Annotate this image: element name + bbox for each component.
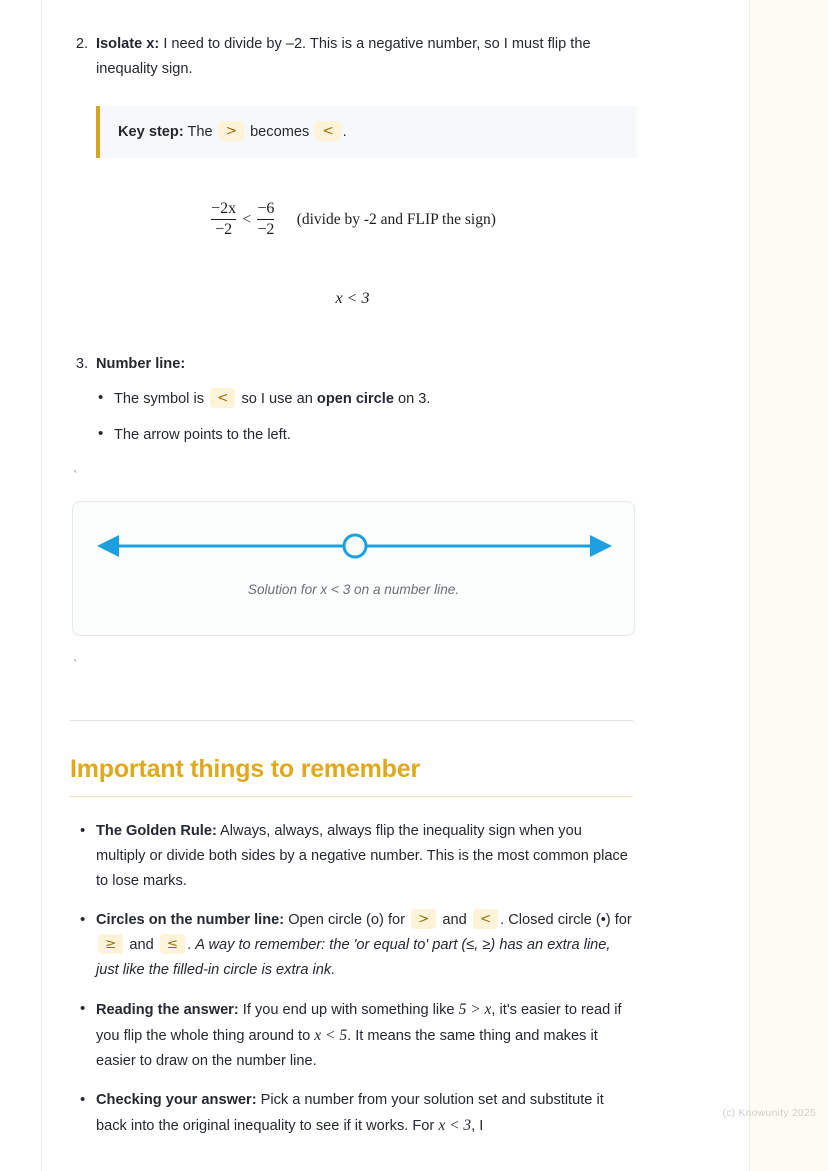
math-annotation: (divide by -2 and FLIP the sign) — [296, 210, 496, 228]
section-divider — [70, 720, 633, 721]
key-points-list — [70, 819, 635, 1139]
stray-backtick-mark: ` — [72, 468, 80, 483]
math-solution-text: x < 3 — [335, 289, 370, 307]
key-point-body-post: . It means the same thing and makes it easier to draw on the number line. — [96, 1027, 598, 1069]
key-point-body-pre: If you end up with something like — [238, 1001, 459, 1018]
callout-pre-text: The — [183, 124, 217, 140]
list-item — [114, 423, 635, 447]
callout-label: Key step: — [118, 124, 184, 140]
callout-post-text: . — [342, 124, 347, 140]
bullet-text: The arrow points to the left. — [114, 426, 291, 443]
step-text: I need to divide by –2. This is a negative number, so I must flip the inequality sign. — [96, 36, 591, 77]
page-left-edge — [41, 0, 42, 1171]
step-title: Number line: — [96, 355, 186, 372]
inline-math-2: x < 5 — [314, 1026, 348, 1044]
step-item-isolate-x — [70, 32, 635, 82]
page-title: Important things to remember — [70, 754, 420, 783]
key-point-body-post: , I — [471, 1117, 484, 1134]
inline-math-1: x < 3 — [438, 1116, 472, 1134]
bullet-pre-text: The symbol is — [114, 390, 209, 407]
inequality-chip-less: < — [315, 121, 340, 141]
step-number: 3. — [75, 355, 88, 372]
fraction-left — [211, 200, 236, 240]
key-point-title: Reading the answer: — [96, 1001, 239, 1018]
bullet-mid-text: so I use an — [237, 390, 317, 407]
key-point-body-pre: Pick a number from your solution set and substitute it back into the original inequality to see if it works. For — [96, 1091, 604, 1134]
inequality-chip-less: < — [210, 388, 235, 408]
list-item-reading-answer — [96, 997, 635, 1074]
step-number: 2. — [75, 36, 88, 52]
open-circle-icon — [344, 535, 366, 557]
key-point-body-mid-2: . Closed circle (•) for — [500, 911, 632, 928]
section-heading-underline — [70, 796, 633, 797]
key-point-body-mid-3: and — [125, 936, 158, 953]
key-point-title: The Golden Rule: — [96, 822, 217, 839]
fraction-right-denominator: −2 — [257, 221, 275, 239]
key-point-body-pre: Open circle (o) for — [284, 911, 410, 928]
inline-math-1: 5 > x — [458, 1000, 492, 1018]
math-division-step — [70, 200, 635, 240]
list-item-checking-answer — [96, 1088, 635, 1139]
copyright-watermark: (c) Knowunity 2025 — [722, 1107, 816, 1119]
list-item-golden-rule — [96, 819, 635, 894]
steps-list-continued — [70, 352, 635, 377]
arrow-left-icon — [97, 535, 119, 557]
number-line-figure — [72, 501, 635, 636]
step-title: Isolate x: — [96, 36, 160, 52]
key-point-italic-note: A way to remember: the 'or equal to' part (≤, ≥) has an extra line, just like the filled-in circle is extra ink. — [96, 936, 611, 978]
key-point-title: Circles on the number line: — [96, 911, 285, 928]
key-point-body-mid-4: . — [187, 936, 196, 953]
arrow-right-icon — [590, 535, 612, 557]
bullet-post-text: on 3. — [393, 390, 431, 407]
inequality-chip-greater: > — [411, 909, 436, 929]
fraction-left-denominator: −2 — [211, 219, 236, 239]
key-point-title: Checking your answer: — [96, 1091, 257, 1108]
page-right-margin-band — [749, 0, 828, 1171]
document-content — [70, 32, 635, 1153]
number-line-graphic — [97, 518, 612, 574]
callout-mid-text: becomes — [246, 124, 314, 140]
inequality-chip-less-equal: ≤ — [160, 934, 185, 954]
math-solution — [70, 288, 635, 308]
key-point-body-mid: , it's easier to read if you flip the whole thing around to — [96, 1001, 622, 1044]
fraction-right — [257, 200, 274, 240]
list-item-circles — [96, 908, 635, 983]
step-item-number-line — [70, 352, 635, 377]
number-line-bullets — [70, 387, 635, 447]
key-point-body: Always, always, always flip the inequality sign when you multiply or divide both sides by a negative number. This is the most common place to lose marks. — [96, 822, 628, 889]
bullet-bold-text: open circle — [316, 390, 394, 407]
steps-list — [70, 32, 635, 82]
relation-symbol: < — [242, 210, 252, 228]
inequality-chip-greater-equal: ≥ — [98, 934, 123, 954]
list-item — [114, 387, 635, 411]
key-point-body-mid-1: and — [438, 911, 471, 928]
key-step-callout — [96, 106, 637, 158]
figure-caption: Solution for x < 3 on a number line. — [247, 581, 460, 597]
inequality-chip-less: < — [473, 909, 498, 929]
stray-backtick-mark-2: ` — [72, 657, 80, 672]
fraction-right-numerator: −6 — [257, 200, 275, 217]
inequality-chip-greater: > — [219, 121, 244, 141]
fraction-left-numerator: −2x — [211, 200, 237, 217]
